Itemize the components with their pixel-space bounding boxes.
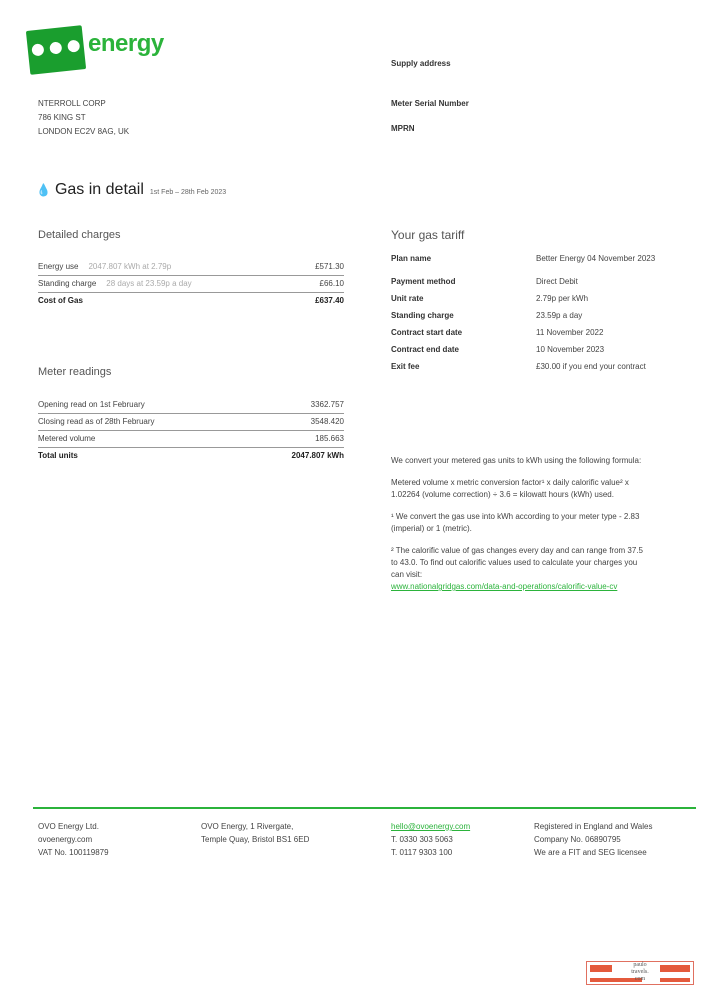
tariff-row	[391, 273, 691, 290]
row-label: Closing read as of 28th February	[38, 417, 155, 426]
row-detail: 28 days at 23.59p a day	[106, 279, 192, 288]
tariff-value: 23.59p a day	[536, 311, 583, 320]
tariff-row	[391, 290, 691, 307]
footer-text: T. 0117 9303 100	[391, 848, 453, 857]
tariff-row	[391, 358, 691, 375]
address-line: NTERROLL CORP	[38, 99, 106, 108]
meter-readings	[38, 366, 344, 464]
row-amount: £66.10	[319, 279, 344, 288]
tariff-key: Exit fee	[391, 362, 420, 371]
tariff-key: Standing charge	[391, 311, 454, 320]
calorific-link[interactable]: www.nationalgridgas.com/data-and-operations/calorific-value-cv	[391, 582, 618, 591]
footer-contact	[391, 820, 470, 859]
footer-text: Temple Quay, Bristol BS1 6ED	[201, 835, 310, 844]
ovo-logo-mark	[26, 25, 86, 75]
tariff-key: Contract start date	[391, 328, 463, 337]
conversion-notes	[391, 455, 651, 593]
row-amount: £571.30	[315, 262, 344, 271]
note: Metered volume x metric conversion factor¹ x daily calorific value² x 1.02264 (volume correction) ÷ 3.6 = kilowatt hours (kWh) used.	[391, 478, 629, 499]
meter-serial-label: Meter Serial Number	[391, 99, 469, 108]
tariff-row	[391, 341, 691, 358]
row-label: Metered volume	[38, 434, 96, 443]
tariff-row	[391, 307, 691, 324]
footer-text: OVO Energy, 1 Rivergate,	[201, 822, 294, 831]
label-text: Cost of Gas	[38, 296, 83, 305]
row-label	[38, 259, 171, 275]
address-line: 786 KING ST	[38, 113, 86, 122]
table-row	[38, 448, 344, 464]
title-text: Gas in detail	[54, 181, 144, 198]
tariff-value: 10 November 2023	[536, 345, 605, 354]
row-value: 185.663	[315, 434, 344, 443]
tariff-row	[391, 250, 691, 267]
footer-text: Company No. 06890795	[534, 835, 621, 844]
logo-text: energy	[88, 30, 164, 57]
table-row	[38, 414, 344, 431]
period: 1st Feb – 28th Feb 2023	[149, 189, 227, 196]
tariff-value: Direct Debit	[536, 277, 578, 286]
row-value: 3362.757	[310, 400, 344, 409]
row-label: Total units	[38, 451, 78, 460]
readings-heading: Meter readings	[38, 366, 112, 378]
charges-heading: Detailed charges	[38, 229, 121, 241]
address-line: LONDON EC2V 8AG, UK	[38, 127, 130, 136]
footer-text: ovoenergy.com	[38, 835, 93, 844]
row-label	[38, 276, 192, 292]
tariff-value: 2.79p per kWh	[536, 294, 589, 303]
label-text: Standing charge	[38, 279, 97, 288]
detailed-charges	[38, 229, 344, 309]
tariff-row	[391, 324, 691, 341]
footer-text: OVO Energy Ltd.	[38, 822, 99, 831]
row-label: Opening read on 1st February	[38, 400, 145, 409]
table-row	[38, 259, 344, 276]
footer-divider	[33, 807, 696, 809]
row-value: 3548.420	[310, 417, 344, 426]
tariff-key: Contract end date	[391, 345, 460, 354]
footer-text: Registered in England and Wales	[534, 822, 653, 831]
section-title	[36, 181, 226, 199]
supply-address-label: Supply address	[391, 59, 451, 68]
tariff-heading: Your gas tariff	[391, 228, 465, 242]
table-row	[38, 431, 344, 448]
footer-text: VAT No. 100119879	[38, 848, 109, 857]
tariff-value: £30.00 if you end your contract	[536, 362, 646, 371]
footer-text: We are a FIT and SEG licensee	[534, 848, 647, 857]
note: We convert your metered gas units to kWh using the following formula:	[391, 456, 642, 465]
footer-address	[201, 820, 309, 846]
tariff-key: Unit rate	[391, 294, 424, 303]
footer-registration	[534, 820, 652, 859]
tariff-key: Plan name	[391, 254, 432, 263]
row-label	[38, 293, 83, 309]
table-row	[38, 293, 344, 309]
row-detail: 2047.807 kWh at 2.79p	[88, 262, 172, 271]
table-row	[38, 276, 344, 293]
email-link[interactable]: hello@ovoenergy.com	[391, 822, 471, 831]
note: ¹ We convert the gas use into kWh according to your meter type - 2.83 (imperial) or 1 (metric).	[391, 512, 640, 533]
row-amount: £637.40	[315, 296, 344, 305]
customer-address	[38, 97, 129, 139]
tariff-value: 11 November 2022	[536, 328, 604, 337]
watermark-stamp: paulo travels. com	[586, 961, 694, 985]
label-text: Energy use	[38, 262, 79, 271]
mprn-label: MPRN	[391, 124, 415, 133]
tariff-key: Payment method	[391, 277, 456, 286]
row-value: 2047.807 kWh	[291, 451, 344, 460]
footer-company	[38, 820, 109, 859]
gas-tariff	[391, 228, 691, 375]
tariff-value: Better Energy 04 November 2023	[536, 254, 656, 263]
note: ² The calorific value of gas changes every day and can range from 37.5 to 43.0. To find out calorific values used to calculate your charges you can visit:	[391, 546, 643, 579]
gas-drop-icon: 💧	[36, 183, 51, 197]
table-row	[38, 397, 344, 414]
footer-text: T. 0330 303 5063	[391, 835, 453, 844]
